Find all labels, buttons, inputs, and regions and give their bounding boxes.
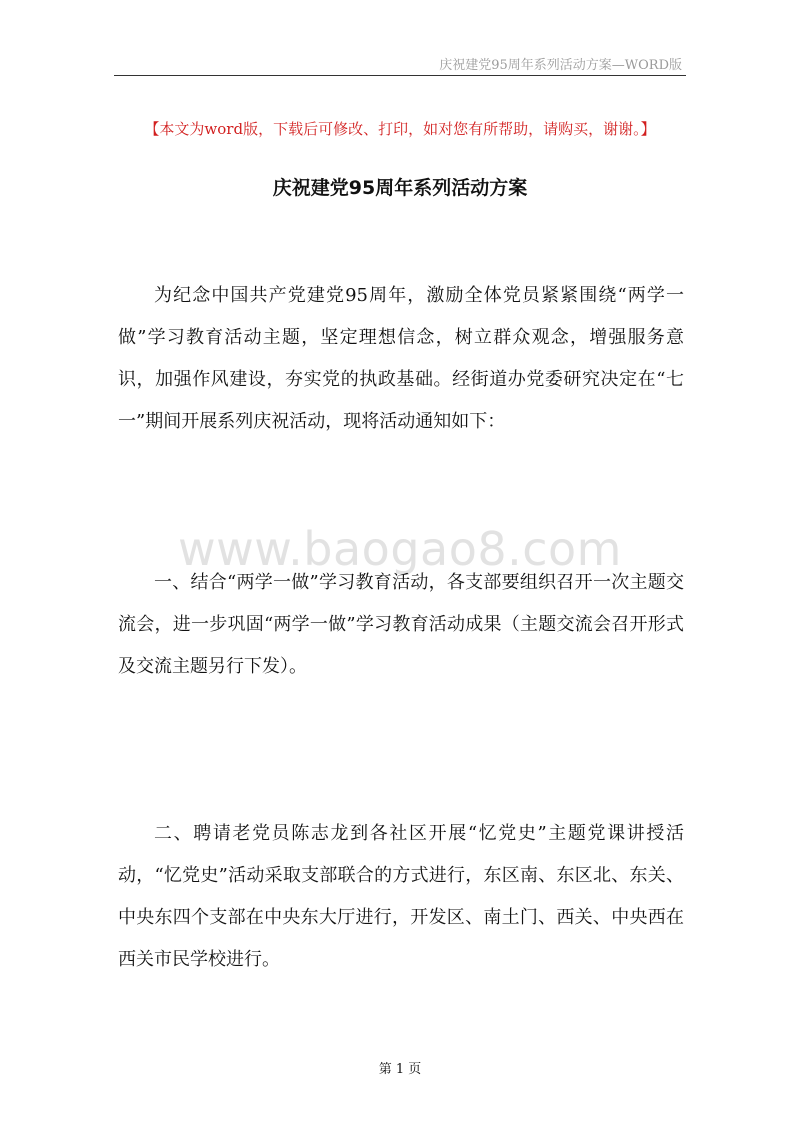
document-title: 庆祝建党95周年系列活动方案 bbox=[272, 177, 528, 199]
paragraph-item-one: 一、结合“两学一做”学习教育活动，各支部要组织召开一次主题交流会，进一步巩固“两学一做”学习教育活动成果（主题交流会召开形式及交流主题另行下发）。 bbox=[118, 572, 684, 677]
paragraph-intro: 为纪念中国共产党建党95周年，激励全体党员紧紧围绕“两学一做”学习教育活动主题，坚定理想信念，树立群众观念，增强服务意识，加强作风建设，夯实党的执政基础。经街道办党委研究决定在“七一”期间开展系列庆祝活动，现将活动通知如下： bbox=[118, 285, 684, 432]
page-number: 第 1 页 bbox=[378, 1062, 422, 1077]
watermark: www.baogao8.com bbox=[178, 522, 622, 576]
paragraph-item-two: 二、聘请老党员陈志龙到各社区开展“忆党史”主题党课讲授活动，“忆党史”活动采取支部联合的方式进行，东区南、东区北、东关、中央东四个支部在中央东大厅进行，开发区、南土门、西关、中央西在西关市民学校进行。 bbox=[118, 823, 684, 970]
purchase-notice: 【本文为word版，下载后可修改、打印，如对您有所帮助，请购买，谢谢。】 bbox=[144, 120, 656, 138]
header-rule bbox=[114, 75, 686, 76]
running-header: 庆祝建党95周年系列活动方案—WORD版 bbox=[439, 58, 682, 73]
